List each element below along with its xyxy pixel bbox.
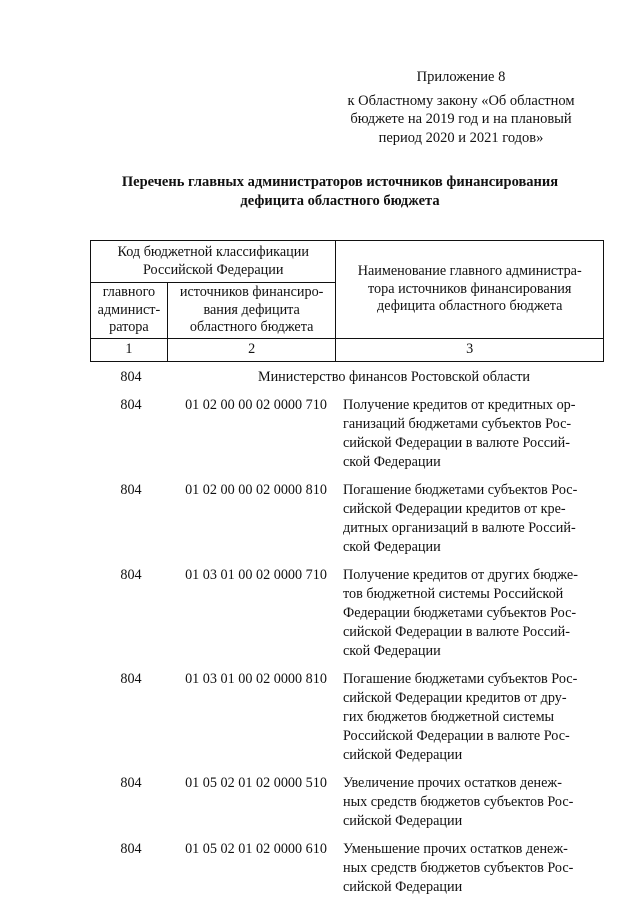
name-line: сийской Федерации кредитов от кре- bbox=[343, 501, 566, 517]
admin-code: 804 bbox=[120, 567, 142, 583]
source-name bbox=[343, 774, 598, 831]
source-code: 01 05 02 01 02 0000 510 bbox=[185, 775, 327, 791]
admin-code: 804 bbox=[120, 775, 142, 791]
name-line: сийской Федерации bbox=[343, 879, 463, 895]
admin-code: 804 bbox=[120, 369, 142, 385]
column-number: 2 bbox=[167, 339, 336, 362]
name-line: ных средств бюджетов субъектов Рос- bbox=[343, 860, 574, 876]
name-line: ской Федерации bbox=[343, 539, 441, 555]
name-line: Получение кредитов от кредитных ор- bbox=[343, 397, 576, 413]
name-line: дитных организаций в валюте Россий- bbox=[343, 520, 576, 536]
table-header bbox=[90, 240, 604, 362]
table-row bbox=[90, 566, 604, 661]
appendix-number: Приложение 8 bbox=[416, 69, 506, 85]
name-line: сийской Федерации bbox=[343, 813, 463, 829]
name-line: гих бюджетов бюджетной системы bbox=[343, 709, 555, 725]
header-line: тора источников финансирования bbox=[368, 280, 572, 297]
name-line: Уменьшение прочих остатков денеж- bbox=[343, 841, 568, 857]
header-source-column bbox=[167, 283, 336, 339]
appendix-line: к Областному закону «Об областном bbox=[347, 92, 575, 109]
column-number: 3 bbox=[336, 339, 604, 362]
header-line: Российской Федерации bbox=[142, 261, 284, 278]
name-line: ганизаций бюджетами субъектов Рос- bbox=[343, 416, 572, 432]
name-line: сийской Федерации в валюте Россий- bbox=[343, 624, 570, 640]
title-line: Перечень главных администраторов источников финансирования bbox=[121, 174, 559, 190]
name-line: сийской Федерации bbox=[343, 747, 463, 763]
source-name bbox=[343, 481, 598, 557]
header-name-column bbox=[336, 241, 604, 339]
source-code: 01 02 00 00 02 0000 810 bbox=[185, 482, 327, 498]
appendix-line: бюджете на 2019 год и на плановый bbox=[350, 111, 572, 127]
name-line: Получение кредитов от других бюдже- bbox=[343, 567, 578, 583]
ministry-row bbox=[90, 368, 604, 387]
header-admin-column bbox=[91, 283, 168, 339]
table-row bbox=[90, 840, 604, 897]
name-line: Погашение бюджетами субъектов Рос- bbox=[343, 671, 578, 687]
name-line: Погашение бюджетами субъектов Рос- bbox=[343, 482, 578, 498]
admin-code: 804 bbox=[120, 671, 142, 687]
ministry-name: Министерство финансов Ростовской области bbox=[257, 369, 531, 385]
appendix-header bbox=[326, 68, 596, 147]
name-line: Федерации бюджетами субъектов Рос- bbox=[343, 605, 577, 621]
table-body bbox=[90, 368, 604, 906]
header-line: Код бюджетной классификации bbox=[117, 244, 309, 260]
table-row bbox=[90, 396, 604, 472]
header-line: админист- bbox=[97, 301, 161, 318]
source-name bbox=[343, 670, 598, 765]
appendix-line: период 2020 и 2021 годов» bbox=[378, 129, 544, 146]
header-line: вания дефицита bbox=[203, 301, 300, 318]
admin-code: 804 bbox=[120, 482, 142, 498]
header-line: областного бюджета bbox=[189, 319, 314, 336]
source-code: 01 05 02 01 02 0000 610 bbox=[185, 841, 327, 857]
source-name bbox=[343, 566, 598, 661]
header-line: Наименование главного администра- bbox=[357, 263, 582, 280]
source-name bbox=[343, 396, 598, 472]
document-title bbox=[70, 173, 610, 210]
header-code-group bbox=[91, 241, 336, 283]
admin-code: 804 bbox=[120, 397, 142, 413]
name-line: тов бюджетной системы Российской bbox=[343, 586, 564, 602]
source-name bbox=[343, 840, 598, 897]
column-number: 1 bbox=[91, 339, 168, 362]
table-row bbox=[90, 774, 604, 831]
table-row bbox=[90, 481, 604, 557]
source-code: 01 03 01 00 02 0000 810 bbox=[185, 671, 327, 687]
table-row bbox=[90, 670, 604, 765]
header-line: ратора bbox=[109, 319, 149, 336]
name-line: сийской Федерации в валюте Россий- bbox=[343, 435, 570, 451]
header-line: источников финансиро- bbox=[179, 284, 324, 301]
title-line: дефицита областного бюджета bbox=[240, 192, 440, 209]
name-line: ных средств бюджетов субъектов Рос- bbox=[343, 794, 574, 810]
source-code: 01 03 01 00 02 0000 710 bbox=[185, 567, 327, 583]
name-line: ской Федерации bbox=[343, 643, 441, 659]
source-code: 01 02 00 00 02 0000 710 bbox=[185, 397, 327, 413]
name-line: Российской Федерации в валюте Рос- bbox=[343, 728, 570, 744]
name-line: ской Федерации bbox=[343, 454, 441, 470]
header-line: главного bbox=[102, 284, 156, 301]
name-line: Увеличение прочих остатков денеж- bbox=[343, 775, 562, 791]
header-line: дефицита областного бюджета bbox=[377, 298, 563, 315]
name-line: сийской Федерации кредитов от дру- bbox=[343, 690, 567, 706]
admin-code: 804 bbox=[120, 841, 142, 857]
